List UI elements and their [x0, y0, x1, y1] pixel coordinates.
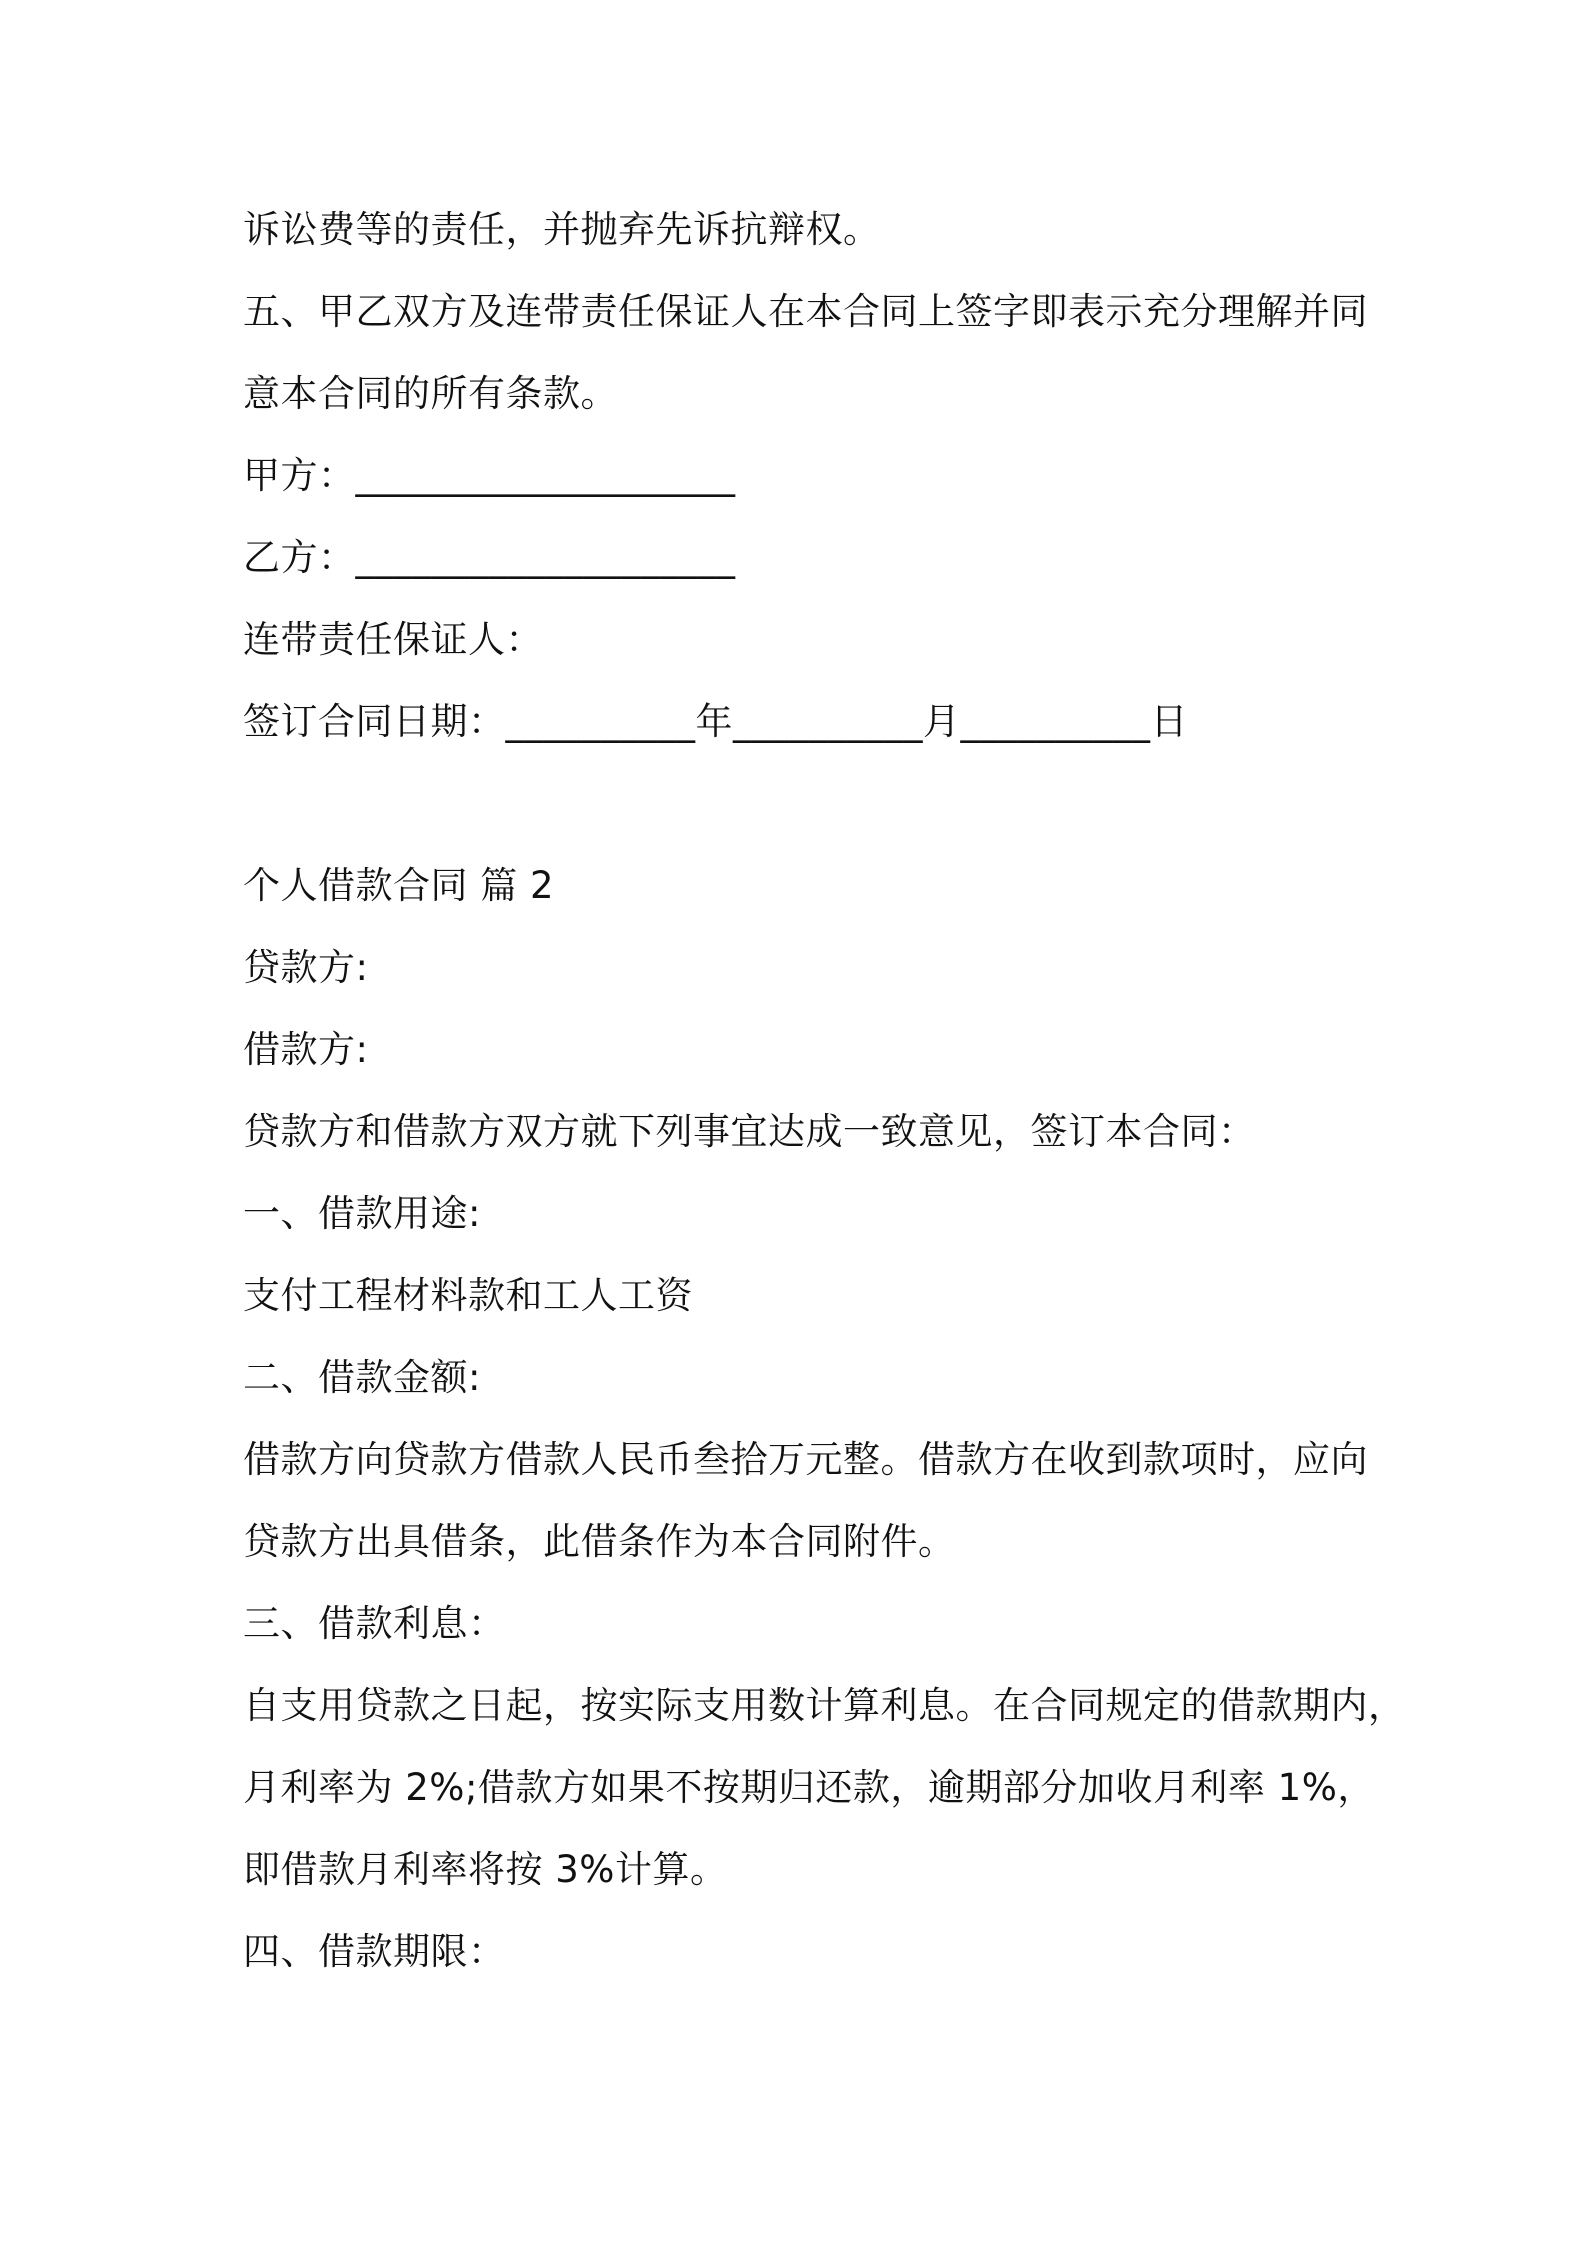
signing-date-line: 签订合同日期：__________年__________月__________日 [243, 700, 1188, 743]
borrower-line: 借款方: [243, 1028, 369, 1071]
clause-text-line: 诉讼费等的责任，并抛弃先诉抗辩权。 [243, 208, 881, 251]
loan-purpose-text: 支付工程材料款和工人工资 [243, 1274, 693, 1317]
loan-interest-text-line-1: 自支用贷款之日起，按实际支用数计算利息。在合同规定的借款期内， [243, 1684, 1406, 1727]
loan-purpose-heading: 一、借款用途: [243, 1192, 481, 1235]
guarantor-signature-line: 连带责任保证人： [243, 618, 543, 661]
clause-five-line-2: 意本合同的所有条款。 [243, 372, 618, 415]
section-title: 个人借款合同 篇 2 [243, 864, 555, 907]
party-a-signature-line: 甲方：____________________ [243, 454, 736, 497]
loan-interest-heading: 三、借款利息： [243, 1602, 506, 1645]
agreement-intro-line: 贷款方和借款方双方就下列事宜达成一致意见，签订本合同： [243, 1110, 1256, 1153]
loan-term-heading: 四、借款期限： [243, 1930, 506, 1973]
loan-amount-text-line-2: 贷款方出具借条，此借条作为本合同附件。 [243, 1520, 956, 1563]
loan-amount-heading: 二、借款金额: [243, 1356, 481, 1399]
party-b-signature-line: 乙方：____________________ [243, 536, 736, 579]
lender-line: 贷款方: [243, 946, 369, 989]
loan-amount-text-line-1: 借款方向贷款方借款人民币叁拾万元整。借款方在收到款项时，应向 [243, 1438, 1368, 1481]
loan-interest-text-line-2: 月利率为 2%;借款方如果不按期归还款，逾期部分加收月利率 1%， [243, 1766, 1375, 1809]
clause-five-line-1: 五、甲乙双方及连带责任保证人在本合同上签字即表示充分理解并同 [243, 290, 1368, 333]
loan-interest-text-line-3: 即借款月利率将按 3%计算。 [243, 1848, 728, 1891]
